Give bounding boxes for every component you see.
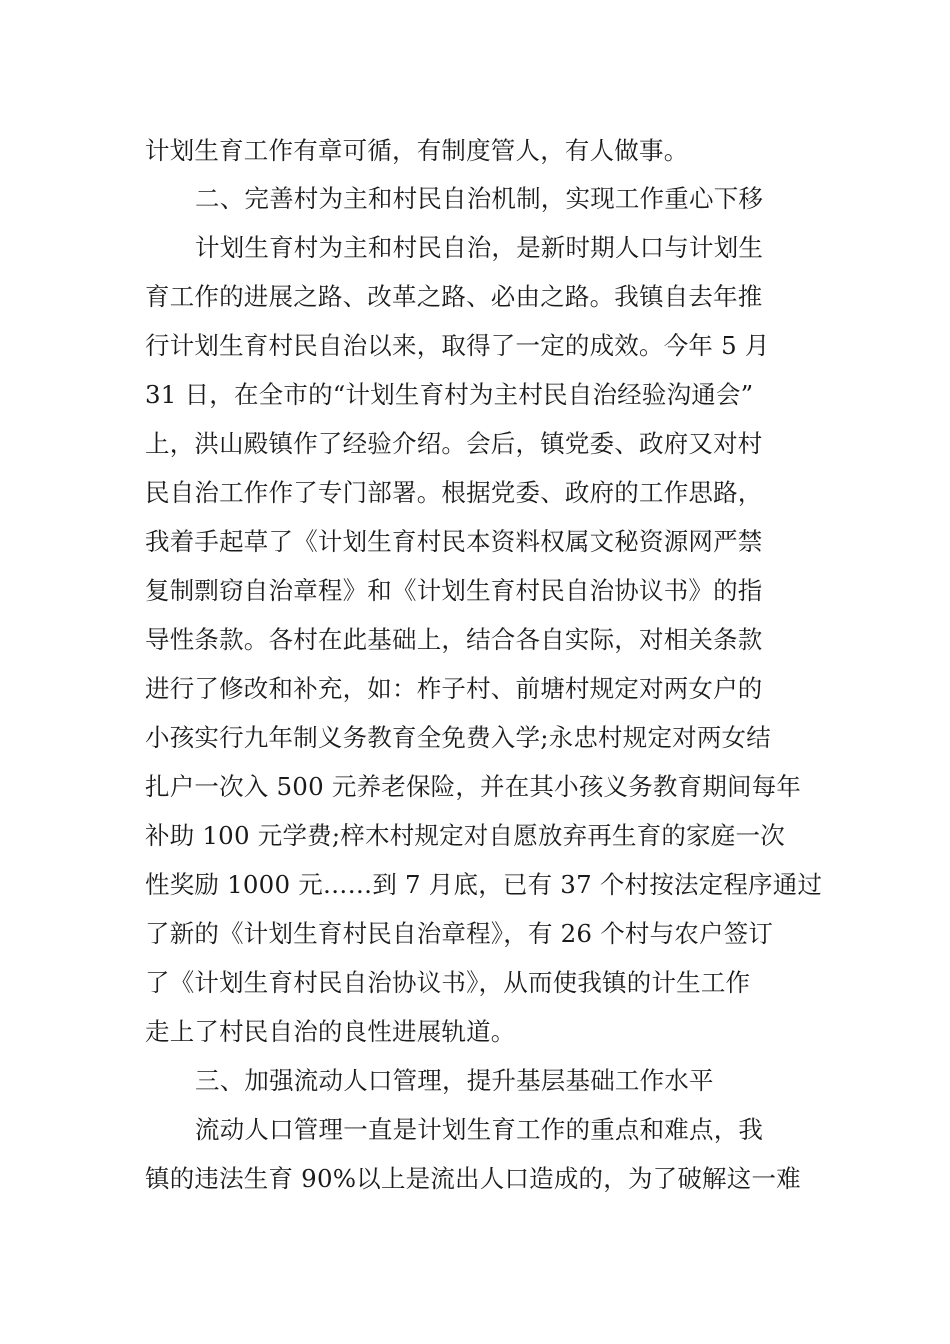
text-line: 走上了村民自治的良性进展轨道。 <box>145 1017 516 1046</box>
text-line: 我着手起草了《计划生育村民本资料权属文秘资源网严禁 <box>145 527 763 556</box>
text-line: 补助 100 元学费;梓木村规定对自愿放弃再生育的家庭一次 <box>145 821 785 850</box>
text-line: 了新的《计划生育村民自治章程》，有 26 个村与农户签订 <box>145 919 774 948</box>
text-line: 上，洪山殿镇作了经验介绍。会后，镇党委、政府又对村 <box>145 429 763 458</box>
text-line: 计划生育工作有章可循，有制度管人，有人做事。 <box>145 136 689 165</box>
text-line: 性奖励 1000 元……到 7 月底，已有 37 个村按法定程序通过 <box>145 870 823 899</box>
text-line: 复制剽窃自治章程》和《计划生育村民自治协议书》的指 <box>145 576 763 605</box>
text-line: 导性条款。各村在此基础上，结合各自实际，对相关条款 <box>145 625 763 654</box>
section-heading: 二、完善村为主和村民自治机制，实现工作重心下移 <box>195 184 764 213</box>
text-line: 流动人口管理一直是计划生育工作的重点和难点，我 <box>195 1115 764 1144</box>
text-line: 行计划生育村民自治以来，取得了一定的成效。今年 5 月 <box>145 331 770 360</box>
text-line: 31 日，在全市的“计划生育村为主村民自治经验沟通会” <box>145 380 754 409</box>
section-heading: 三、加强流动人口管理，提升基层基础工作水平 <box>195 1066 714 1095</box>
text-line: 了《计划生育村民自治协议书》，从而使我镇的计生工作 <box>145 968 751 997</box>
text-line: 小孩实行九年制义务教育全免费入学;永忠村规定对两女结 <box>145 723 771 752</box>
text-line: 民自治工作作了专门部署。根据党委、政府的工作思路， <box>145 478 763 507</box>
text-line: 育工作的进展之路、改革之路、必由之路。我镇自去年推 <box>145 282 763 311</box>
text-line: 计划生育村为主和村民自治，是新时期人口与计划生 <box>195 233 764 262</box>
text-line: 镇的违法生育 90%以上是流出人口造成的，为了破解这一难 <box>145 1164 801 1193</box>
text-line: 扎户一次入 500 元养老保险，并在其小孩义务教育期间每年 <box>145 772 802 801</box>
text-line: 进行了修改和补充，如：柞子村、前塘村规定对两女户的 <box>145 674 763 703</box>
